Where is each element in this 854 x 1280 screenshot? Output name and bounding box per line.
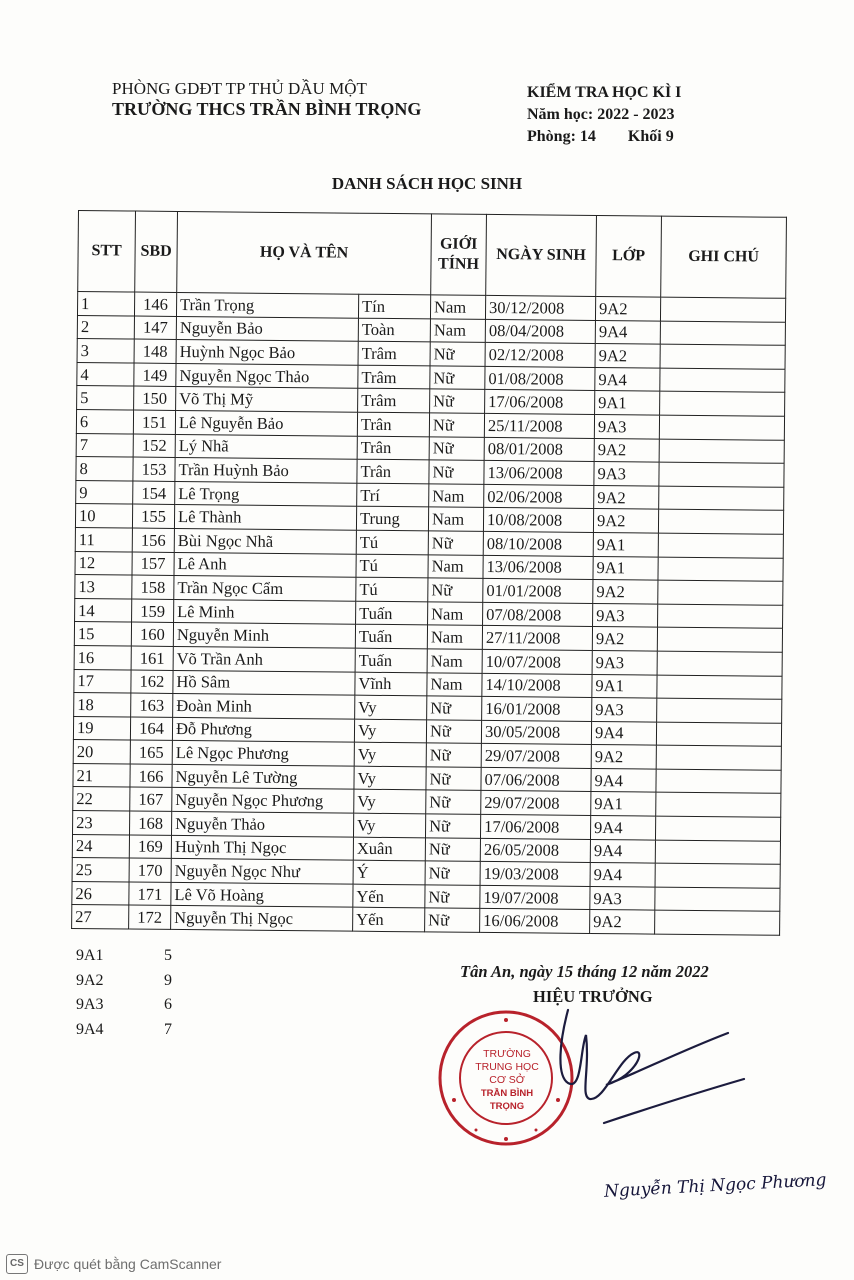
- row-note: [655, 840, 780, 865]
- row-note: [658, 509, 783, 534]
- row-given-name: Trí: [357, 483, 429, 507]
- row-class: 9A4: [590, 863, 655, 887]
- row-family-name: Lý Nhã: [175, 434, 357, 459]
- row-gender: Nam: [428, 507, 483, 531]
- row-stt: 1: [77, 292, 134, 316]
- row-family-name: Võ Trần Anh: [173, 646, 355, 671]
- row-note: [660, 321, 785, 346]
- row-note: [655, 863, 780, 888]
- row-sbd: 160: [131, 622, 173, 646]
- row-gender: Nữ: [426, 814, 481, 838]
- row-dob: 08/04/2008: [485, 319, 595, 344]
- student-table: [71, 210, 787, 936]
- row-note: [658, 557, 783, 582]
- row-sbd: 168: [130, 811, 172, 835]
- row-gender: Nữ: [429, 460, 484, 484]
- row-stt: 19: [73, 716, 130, 740]
- row-stt: 16: [74, 645, 131, 669]
- row-dob: 19/07/2008: [480, 885, 590, 910]
- row-gender: Nữ: [425, 885, 480, 909]
- row-dob: 10/08/2008: [483, 508, 593, 533]
- row-given-name: Trân: [357, 412, 429, 436]
- row-gender: Nam: [428, 554, 483, 578]
- row-dob: 14/10/2008: [482, 673, 592, 698]
- summary-count: 9: [164, 971, 172, 989]
- camscanner-text: Được quét bằng CamScanner: [34, 1256, 222, 1272]
- row-dob: 16/06/2008: [480, 909, 590, 934]
- row-given-name: Trân: [357, 436, 429, 460]
- row-dob: 17/06/2008: [485, 390, 595, 415]
- seal-line: TRẦN BÌNH TRỌNG: [480, 1088, 534, 1112]
- row-note: [660, 368, 785, 393]
- room-grade: [527, 126, 681, 148]
- camscanner-watermark: [6, 1254, 221, 1274]
- row-given-name: Vy: [354, 790, 426, 814]
- row-family-name: Lê Trọng: [175, 481, 357, 506]
- summary-row: [76, 969, 172, 994]
- row-family-name: Nguyễn Ngọc Thảo: [176, 363, 358, 388]
- row-class: 9A2: [591, 745, 656, 769]
- row-stt: 14: [75, 598, 132, 622]
- row-class: 9A1: [593, 556, 658, 580]
- row-note: [656, 722, 781, 747]
- row-gender: Nam: [430, 318, 485, 342]
- row-dob: 07/08/2008: [483, 602, 593, 627]
- row-given-name: Toàn: [358, 318, 430, 342]
- row-sbd: 170: [129, 858, 171, 882]
- row-stt: 10: [75, 504, 132, 528]
- school-year: Năm học: 2022 - 2023: [527, 106, 675, 123]
- row-gender: Nữ: [425, 908, 480, 932]
- row-stt: 9: [76, 480, 133, 504]
- row-note: [658, 580, 783, 605]
- row-class: 9A2: [592, 627, 657, 651]
- row-dob: 02/06/2008: [484, 484, 594, 509]
- principal-title: HIỆU TRƯỞNG: [533, 987, 653, 1006]
- row-gender: Nữ: [426, 743, 481, 767]
- col-header-sbd: SBD: [135, 211, 178, 292]
- row-stt: 20: [73, 740, 130, 764]
- row-dob: 30/05/2008: [481, 720, 591, 745]
- row-sbd: 159: [132, 599, 174, 623]
- row-class: 9A4: [595, 320, 660, 344]
- row-note: [657, 651, 782, 676]
- col-header-gender-line2: TÍNH: [437, 255, 480, 273]
- row-class: 9A3: [593, 603, 658, 627]
- row-stt: 17: [74, 669, 131, 693]
- row-gender: Nữ: [428, 578, 483, 602]
- summary-count: 5: [164, 947, 172, 964]
- row-family-name: Lê Nguyễn Bảo: [175, 410, 357, 435]
- row-class: 9A2: [590, 910, 655, 934]
- place-date: Tân An, ngày 15 tháng 12 năm 2022: [460, 962, 709, 981]
- row-given-name: Vy: [355, 695, 427, 719]
- row-sbd: 148: [134, 339, 176, 363]
- col-header-gender-line1: GIỚI: [439, 235, 478, 253]
- row-stt: 23: [73, 811, 130, 835]
- row-dob: 10/07/2008: [482, 649, 592, 674]
- row-given-name: Vy: [354, 719, 426, 743]
- row-note: [659, 486, 784, 511]
- row-note: [660, 391, 785, 416]
- row-family-name: Đỗ Phương: [172, 717, 354, 742]
- row-class: 9A2: [593, 509, 658, 533]
- grade-level: Khối 9: [627, 128, 674, 145]
- row-given-name: Vy: [354, 766, 426, 790]
- row-note: [660, 297, 785, 322]
- row-given-name: Trâm: [358, 341, 430, 365]
- row-gender: Nữ: [426, 720, 481, 744]
- row-dob: 30/12/2008: [485, 295, 595, 320]
- row-note: [659, 439, 784, 464]
- row-note: [660, 344, 785, 369]
- row-family-name: Lê Thành: [174, 505, 356, 530]
- row-class: 9A3: [594, 414, 659, 438]
- row-sbd: 164: [130, 717, 172, 741]
- row-note: [658, 533, 783, 558]
- row-gender: Nữ: [430, 389, 485, 413]
- row-sbd: 166: [130, 764, 172, 788]
- row-dob: 29/07/2008: [481, 744, 591, 769]
- row-family-name: Lê Anh: [174, 552, 356, 577]
- row-gender: Nam: [427, 672, 482, 696]
- row-class: 9A4: [591, 768, 656, 792]
- row-class: 9A3: [592, 698, 657, 722]
- row-gender: Nữ: [430, 366, 485, 390]
- row-gender: Nữ: [428, 531, 483, 555]
- row-sbd: 152: [133, 434, 175, 458]
- row-given-name: Trung: [356, 507, 428, 531]
- seal-line: TRUNG HỌC: [475, 1061, 539, 1073]
- row-stt: 21: [73, 763, 130, 787]
- row-sbd: 155: [132, 504, 174, 528]
- row-sbd: 156: [132, 528, 174, 552]
- row-given-name: Vy: [354, 742, 426, 766]
- row-given-name: Tuấn: [355, 648, 427, 672]
- row-class: 9A1: [595, 391, 660, 415]
- row-family-name: Trần Huỳnh Bảo: [175, 458, 357, 483]
- exam-name: KIỂM TRA HỌC KÌ I: [527, 84, 682, 101]
- row-gender: Nam: [429, 484, 484, 508]
- seal-line: CƠ SỞ: [489, 1074, 525, 1086]
- row-stt: 27: [72, 905, 129, 929]
- row-note: [656, 769, 781, 794]
- row-given-name: Trâm: [358, 365, 430, 389]
- row-gender: Nữ: [429, 413, 484, 437]
- row-note: [655, 911, 780, 936]
- header-left: [112, 78, 421, 120]
- header-right: [527, 82, 681, 148]
- summary-row: [76, 993, 172, 1018]
- summary-row: [76, 944, 172, 969]
- row-given-name: Yến: [353, 884, 425, 908]
- row-family-name: Nguyễn Ngọc Phương: [172, 788, 354, 813]
- room-number: Phòng: 14: [527, 128, 596, 145]
- row-note: [658, 604, 783, 629]
- row-class: 9A3: [592, 650, 657, 674]
- row-gender: Nam: [427, 625, 482, 649]
- row-class: 9A4: [591, 721, 656, 745]
- row-gender: Nữ: [425, 838, 480, 862]
- row-family-name: Nguyễn Lê Tường: [172, 764, 354, 789]
- row-stt: 13: [75, 575, 132, 599]
- row-gender: Nam: [430, 295, 485, 319]
- row-given-name: Trân: [357, 459, 429, 483]
- row-class: 9A4: [595, 367, 660, 391]
- row-dob: 19/03/2008: [480, 862, 590, 887]
- row-gender: Nữ: [426, 790, 481, 814]
- row-family-name: Huỳnh Ngọc Bảo: [176, 340, 358, 365]
- row-stt: 5: [77, 386, 134, 410]
- row-note: [659, 462, 784, 487]
- row-dob: 29/07/2008: [481, 791, 591, 816]
- summary-class: 9A4: [76, 1020, 104, 1038]
- row-class: 9A2: [594, 438, 659, 462]
- row-dob: 17/06/2008: [481, 814, 591, 839]
- row-stt: 22: [73, 787, 130, 811]
- row-family-name: Nguyễn Ngọc Như: [171, 859, 353, 884]
- row-dob: 01/08/2008: [485, 366, 595, 391]
- row-dob: 08/01/2008: [484, 437, 594, 462]
- row-given-name: Tuấn: [355, 624, 427, 648]
- row-family-name: Nguyễn Minh: [173, 623, 355, 648]
- row-stt: 4: [77, 362, 134, 386]
- row-stt: 26: [72, 881, 129, 905]
- row-class: 9A2: [594, 485, 659, 509]
- row-sbd: 151: [133, 410, 175, 434]
- row-given-name: Tú: [356, 577, 428, 601]
- row-stt: 11: [75, 527, 132, 551]
- row-stt: 3: [77, 339, 134, 363]
- document-title: DANH SÁCH HỌC SINH: [331, 174, 523, 193]
- row-given-name: Trâm: [358, 389, 430, 413]
- row-gender: Nam: [427, 649, 482, 673]
- row-sbd: 158: [132, 575, 174, 599]
- signer-name: Nguyễn Thị Ngọc Phương: [603, 1170, 827, 1202]
- row-sbd: 154: [133, 481, 175, 505]
- row-given-name: Tú: [356, 554, 428, 578]
- row-sbd: 162: [131, 670, 173, 694]
- table-header-row: [78, 211, 787, 299]
- row-sbd: 149: [134, 363, 176, 387]
- row-dob: 25/11/2008: [484, 413, 594, 438]
- row-note: [655, 887, 780, 912]
- row-given-name: Tín: [358, 294, 430, 318]
- row-stt: 6: [76, 409, 133, 433]
- row-given-name: Yến: [353, 908, 425, 932]
- row-stt: 7: [76, 433, 133, 457]
- row-class: 9A4: [590, 839, 655, 863]
- summary-count: 6: [164, 996, 172, 1013]
- row-gender: Nữ: [427, 696, 482, 720]
- row-family-name: Lê Võ Hoàng: [171, 882, 353, 907]
- row-family-name: Hồ Sâm: [173, 670, 355, 695]
- row-note: [656, 793, 781, 818]
- row-sbd: 150: [134, 386, 176, 410]
- col-header-name: HỌ VÀ TÊN: [177, 211, 432, 294]
- row-note: [656, 745, 781, 770]
- row-dob: 01/01/2008: [483, 579, 593, 604]
- signature-icon: [546, 1005, 746, 1155]
- row-gender: Nữ: [425, 861, 480, 885]
- col-header-class: LỚP: [596, 215, 662, 297]
- row-class: 9A2: [595, 296, 660, 320]
- row-family-name: Nguyễn Thảo: [172, 811, 354, 836]
- row-note: [657, 698, 782, 723]
- row-given-name: Xuân: [353, 837, 425, 861]
- row-stt: 15: [74, 622, 131, 646]
- row-dob: 13/06/2008: [484, 461, 594, 486]
- row-class: 9A3: [594, 462, 659, 486]
- row-note: [657, 675, 782, 700]
- row-sbd: 169: [129, 835, 171, 859]
- row-gender: Nữ: [429, 436, 484, 460]
- row-family-name: Nguyễn Thị Ngọc: [171, 906, 353, 931]
- row-class: 9A3: [590, 886, 655, 910]
- school-name: TRƯỜNG THCS TRẦN BÌNH TRỌNG: [112, 99, 422, 119]
- row-dob: 16/01/2008: [482, 696, 592, 721]
- row-class: 9A1: [593, 532, 658, 556]
- col-header-note: GHI CHÚ: [661, 216, 787, 298]
- row-given-name: Tú: [356, 530, 428, 554]
- row-class: 9A1: [592, 674, 657, 698]
- seal-line: TRƯỜNG: [483, 1048, 531, 1060]
- row-family-name: Võ Thị Mỹ: [176, 387, 358, 412]
- row-family-name: Trần Trọng: [176, 292, 358, 317]
- summary-count: 7: [164, 1020, 172, 1038]
- row-sbd: 167: [130, 787, 172, 811]
- row-family-name: Lê Minh: [174, 599, 356, 624]
- row-sbd: 157: [132, 552, 174, 576]
- row-sbd: 171: [129, 882, 171, 906]
- row-sbd: 153: [133, 457, 175, 481]
- row-dob: 27/11/2008: [482, 626, 592, 651]
- row-class: 9A1: [591, 792, 656, 816]
- row-dob: 26/05/2008: [480, 838, 590, 863]
- row-given-name: Tuấn: [356, 601, 428, 625]
- summary-row: [76, 1018, 172, 1043]
- row-family-name: Huỳnh Thị Ngọc: [171, 835, 353, 860]
- seal-text: [470, 1048, 544, 1113]
- summary-class: 9A2: [76, 971, 104, 989]
- row-sbd: 161: [131, 646, 173, 670]
- row-stt: 12: [75, 551, 132, 575]
- student-table-body: [72, 292, 786, 936]
- row-sbd: 146: [134, 292, 176, 316]
- row-gender: Nữ: [430, 342, 485, 366]
- row-family-name: Đoàn Minh: [173, 694, 355, 719]
- row-dob: 07/06/2008: [481, 767, 591, 792]
- row-given-name: Vy: [353, 813, 425, 837]
- col-header-dob: NGÀY SINH: [486, 214, 597, 296]
- col-header-stt: STT: [78, 211, 136, 293]
- row-family-name: Nguyễn Bảo: [176, 316, 358, 341]
- row-gender: Nữ: [426, 767, 481, 791]
- class-summary: [76, 944, 172, 1042]
- row-sbd: 172: [129, 905, 171, 929]
- col-header-gender: [431, 214, 487, 296]
- row-given-name: Vĩnh: [355, 672, 427, 696]
- row-class: 9A2: [593, 580, 658, 604]
- camscanner-logo-icon: CS: [6, 1254, 28, 1274]
- row-class: 9A2: [595, 344, 660, 368]
- row-sbd: 163: [131, 693, 173, 717]
- row-stt: 24: [72, 834, 129, 858]
- row-dob: 02/12/2008: [485, 343, 595, 368]
- row-dob: 08/10/2008: [483, 531, 593, 556]
- row-stt: 2: [77, 315, 134, 339]
- row-family-name: Trần Ngọc Cẩm: [174, 576, 356, 601]
- row-note: [657, 627, 782, 652]
- row-sbd: 165: [130, 740, 172, 764]
- row-note: [659, 415, 784, 440]
- row-family-name: Bùi Ngọc Nhã: [174, 528, 356, 553]
- row-note: [655, 816, 780, 841]
- row-stt: 8: [76, 457, 133, 481]
- summary-class: 9A3: [76, 996, 104, 1013]
- row-given-name: Ý: [353, 860, 425, 884]
- row-class: 9A4: [591, 816, 656, 840]
- summary-class: 9A1: [76, 947, 104, 964]
- row-stt: 18: [74, 693, 131, 717]
- row-stt: 25: [72, 858, 129, 882]
- row-sbd: 147: [134, 316, 176, 340]
- department-name: PHÒNG GDĐT TP THỦ DẦU MỘT: [112, 79, 367, 98]
- row-gender: Nam: [428, 602, 483, 626]
- row-family-name: Lê Ngọc Phương: [172, 741, 354, 766]
- row-dob: 13/06/2008: [483, 555, 593, 580]
